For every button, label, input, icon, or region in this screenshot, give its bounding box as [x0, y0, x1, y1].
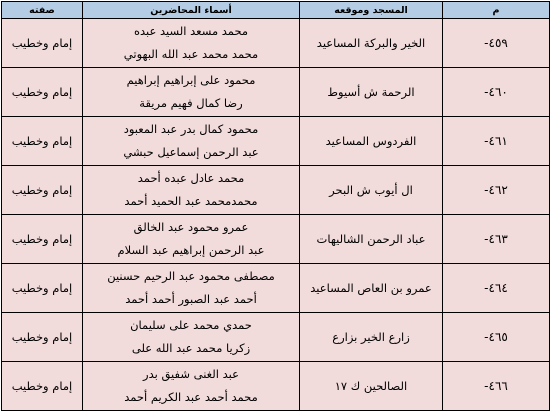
lecturer-name: محمد عادل عبده أحمد — [137, 171, 245, 185]
header-row — [2, 2, 550, 19]
role-cell: إمام وخطيب — [2, 166, 83, 215]
mosque-cell: الرحمة ش أسيوط — [300, 68, 443, 117]
lecturer-name: محمد مسعد السيد عبده — [133, 24, 249, 38]
lecturers-cell — [83, 215, 300, 264]
row-number: -٤٦١ — [443, 117, 550, 166]
table-row — [2, 117, 550, 166]
lecturer-name: زكريا محمد عبد الله على — [131, 341, 251, 355]
lecturers-cell — [83, 362, 300, 411]
lecturer-name: عمرو محمود عبد الخالق — [133, 220, 249, 234]
row-number: -٤٦٢ — [443, 166, 550, 215]
lecturer-name: محمد أحمد عبد الكريم أحمد — [124, 390, 258, 404]
lecturer-name: محمود كمال بدر عبد المعبود — [123, 122, 259, 136]
role-cell: إمام وخطيب — [2, 362, 83, 411]
table-row — [2, 313, 550, 362]
lecturer-name: حمدي محمد على سليمان — [130, 318, 252, 332]
mosque-cell: ال أيوب ش البحر — [300, 166, 443, 215]
lecturers-cell — [83, 313, 300, 362]
lecturers-cell — [83, 68, 300, 117]
row-number: -٤٥٩ — [443, 19, 550, 68]
lecturer-name: محمود على إبراهيم إبراهيم — [126, 73, 256, 87]
row-number: -٤٦٠ — [443, 68, 550, 117]
lecturer-name: مصطفى محمود عبد الرحيم حسنين — [107, 269, 275, 283]
row-number: -٤٦٣ — [443, 215, 550, 264]
lecturer-name: رضا كمال فهيم مريقة — [139, 96, 243, 110]
table-row — [2, 68, 550, 117]
role-cell: إمام وخطيب — [2, 215, 83, 264]
lecturers-cell — [83, 166, 300, 215]
role-cell: إمام وخطيب — [2, 264, 83, 313]
table-row — [2, 362, 550, 411]
row-number: -٤٦٥ — [443, 313, 550, 362]
lecturer-name: محمد محمد عبد الله البهوتي — [123, 47, 259, 61]
mosque-cell: عمرو بن العاص المساعيد — [300, 264, 443, 313]
header-role: صفته — [2, 2, 83, 19]
mosque-cell: زارع الخير بزارع — [300, 313, 443, 362]
mosque-cell: الصالحين ك ١٧ — [300, 362, 443, 411]
lecturer-name: عبد الرحمن إبراهيم عبد السلام — [117, 243, 265, 257]
header-mosque: المسجد وموقعه — [300, 2, 443, 19]
lecturer-name: عبد الرحمن إسماعيل حبشي — [123, 145, 259, 159]
row-number: -٤٦٤ — [443, 264, 550, 313]
lecturer-name: عبد الغنى شفيق بدر — [143, 367, 239, 381]
lecturer-name: أحمد عبد الصبور أحمد أحمد — [125, 292, 257, 306]
lecturers-cell — [83, 19, 300, 68]
table-row — [2, 264, 550, 313]
lecturers-cell — [83, 264, 300, 313]
lecturers-cell — [83, 117, 300, 166]
mosque-cell: الخير والبركة المساعيد — [300, 19, 443, 68]
role-cell: إمام وخطيب — [2, 68, 83, 117]
lecturer-name: محمدمحمد عبد الحميد أحمد — [124, 194, 258, 208]
mosque-cell: الفردوس المساعيد — [300, 117, 443, 166]
role-cell: إمام وخطيب — [2, 313, 83, 362]
role-cell: إمام وخطيب — [2, 117, 83, 166]
table-row — [2, 215, 550, 264]
role-cell: إمام وخطيب — [2, 19, 83, 68]
table-row — [2, 166, 550, 215]
header-lecturers: أسماء المحاضرين — [83, 2, 300, 19]
table-row — [2, 19, 550, 68]
lecturers-table — [1, 1, 550, 411]
row-number: -٤٦٦ — [443, 362, 550, 411]
header-num: م — [443, 2, 550, 19]
mosque-cell: عباد الرحمن الشاليهات — [300, 215, 443, 264]
